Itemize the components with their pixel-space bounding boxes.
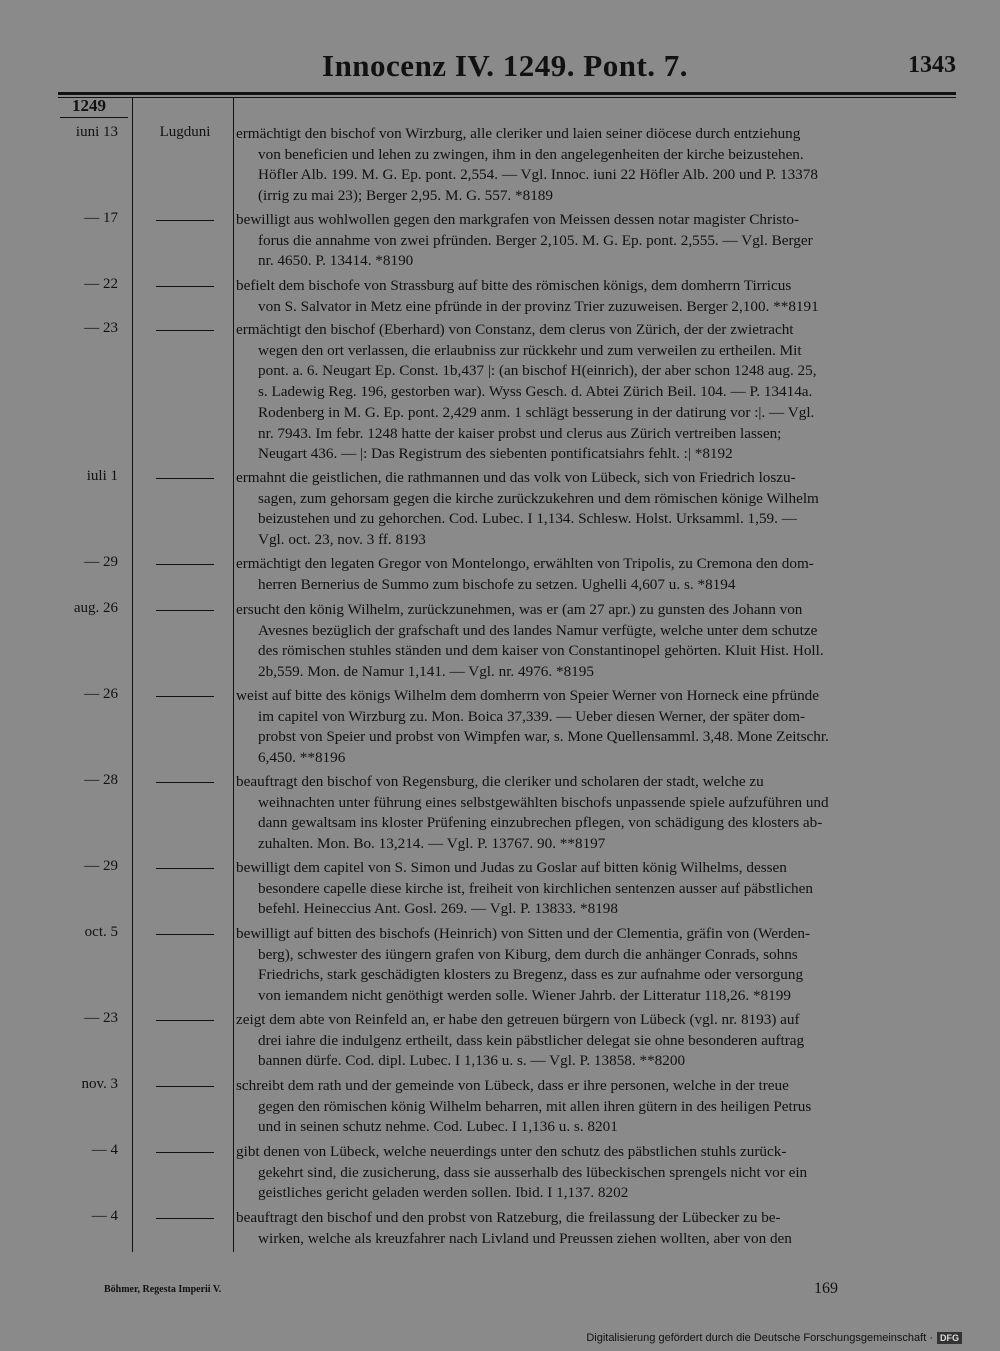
- top-rule-thin: [58, 97, 956, 98]
- entry-text-line: von S. Salvator in Metz eine pfründe in der provinz Trier zuzuweisen. Berger 2,100. **8191: [258, 297, 819, 315]
- place-column-divider: [233, 97, 234, 1252]
- entry-date: — 26: [84, 686, 118, 702]
- entry-date: — 29: [84, 554, 118, 570]
- place-ditto-dash: [156, 1218, 214, 1219]
- entry-text-line: beizustehen und zu gehorchen. Cod. Lubec. I 1,134. Schlesw. Holst. Urksamml. 1,59. —: [258, 510, 797, 528]
- place-ditto-dash: [156, 1152, 214, 1153]
- year-label: 1249: [72, 96, 106, 115]
- place-ditto-dash: [156, 220, 214, 221]
- entry-text-line: (irrig zu mai 23); Berger 2,95. M. G. 557. *8189: [258, 187, 553, 205]
- entry-text-line: des römischen stuhles ständen und dem kaiser von Constantinopel gehörten. Kluit Hist. Holl.: [258, 642, 824, 660]
- place-ditto-dash: [156, 868, 214, 869]
- place-ditto-dash: [156, 782, 214, 783]
- entry-date: nov. 3: [81, 1076, 118, 1092]
- entry-text-line: Avesnes bezüglich der grafschaft und des landes Namur verfügte, welche unter dem schutze: [258, 621, 818, 639]
- place-ditto-dash: [156, 286, 214, 287]
- entry-date: — 4: [91, 1208, 118, 1224]
- footer-source: Böhmer, Regesta Imperii V.: [104, 1284, 222, 1295]
- entry-date: — 29: [84, 858, 118, 874]
- entry-text-line: 6,450. **8196: [258, 749, 346, 767]
- entry-date: — 17: [84, 210, 118, 226]
- entry-date: — 4: [91, 1142, 118, 1158]
- place-ditto-dash: [156, 564, 214, 565]
- entry-text: [236, 772, 958, 855]
- entry-text-line: forus die annahme von zwei pfründen. Berger 2,105. M. G. Ep. pont. 2,555. — Vgl. Berger: [258, 231, 813, 249]
- entry-text: [236, 924, 958, 1007]
- entry-text-line: dann gewaltsam ins kloster Prüfening einzubrechen pflegen, von schädigung des klosters ab-: [258, 814, 823, 832]
- entry-date: — 28: [84, 772, 118, 788]
- entry-text-line: von iemandem nicht genöthigt werden solle. Wiener Jahrb. der Litteratur 118,26. *8199: [258, 987, 791, 1005]
- place-ditto-dash: [156, 1020, 214, 1021]
- entry-text: [236, 210, 958, 272]
- entry-text-line: bewilligt auf bitten des bischofs (Heinrich) von Sitten und der Clementia, gräfin von (Werden-: [236, 925, 811, 942]
- place-ditto-dash: [156, 696, 214, 697]
- entry-text-line: ersucht den könig Wilhelm, zurückzunehmen, was er (am 27 apr.) zu gunsten des Johann von: [236, 601, 803, 618]
- entry-text-line: ermahnt die geistlichen, die rathmannen und das volk von Lübeck, sich von Friedrich loszu-: [236, 469, 796, 486]
- place-ditto-dash: [156, 330, 214, 331]
- entry-text-line: weihnachten unter führung eines selbstgewählten bischofs unpassende spiele aufzuführen und: [258, 793, 829, 811]
- entry-text-line: probst von Speier und probst von Wimpfen war, s. Mone Quellensamml. 3,48. Mone Zeitschr.: [258, 728, 829, 746]
- entry-text-line: 2b,559. Mon. de Namur 1,141. — Vgl. nr. 4976. *8195: [258, 663, 594, 681]
- entry-text-line: besondere capelle diese kirche ist, freiheit von kirchlichen sentenzen ausser auf päbstlichen: [258, 879, 813, 897]
- entry-text-line: wegen den ort verlassen, die erlaubniss zur rückkehr und zum verweilen zu ertheilen. Mit: [258, 341, 802, 359]
- entry-date: aug. 26: [73, 600, 118, 616]
- entry-text: [236, 320, 958, 465]
- entry-text-line: schreibt dem rath und der gemeinde von Lübeck, dass er ihre personen, welche in der treue: [236, 1077, 789, 1094]
- date-column-divider: [132, 97, 133, 1252]
- page-header: [0, 44, 1000, 84]
- year-underline: [60, 117, 128, 118]
- entry-text-line: Rodenberg in M. G. Ep. pont. 2,429 anm. 1 schlägt besserung in der datirung vor :|. — Vgl.: [258, 403, 815, 421]
- entry-date: iuli 1: [86, 468, 118, 484]
- entry-text-line: nr. 4650. P. 13414. *8190: [258, 252, 414, 270]
- place-ditto-dash: [156, 934, 214, 935]
- entry-text: [236, 124, 958, 207]
- entry-text-line: pont. a. 6. Neugart Ep. Const. 1b,437 |: (an bischof H(einrich), der aber schon 1248 aug. 25,: [258, 362, 817, 380]
- entry-text-line: befielt dem bischofe von Strassburg auf bitte des römischen königs, dem domherrn Tirricus: [236, 277, 792, 294]
- dfg-logo: DFG: [937, 1332, 962, 1344]
- entry-text-line: s. Ladewig Reg. 196, gestorben war). Wyss Gesch. d. Abtei Zürich Beil. 104. — P. 13414a.: [258, 383, 813, 401]
- entry-text-line: ermächtigt den bischof von Wirzburg, alle cleriker und laien seiner diöcese durch entziehung: [236, 125, 801, 142]
- entry-text-line: von beneficien und lehen zu zwingen, ihm in den angelegenheiten der kirche beizustehen.: [258, 145, 804, 163]
- entry-date: oct. 5: [84, 924, 118, 940]
- entry-text-line: nr. 7943. Im febr. 1248 hatte der kaiser probst und clerus aus Zürich vertreiben lassen;: [258, 424, 782, 442]
- place-ditto-dash: [156, 610, 214, 611]
- credit-text: Digitalisierung gefördert durch die Deutsche Forschungsgemeinschaft ·: [586, 1332, 933, 1344]
- entry-text-line: Höfler Alb. 199. M. G. Ep. pont. 2,554. — Vgl. Innoc. iuni 22 Höfler Alb. 200 und P. 13378: [258, 166, 818, 184]
- entry-text: [236, 600, 958, 683]
- entry-text-line: beauftragt den bischof von Regensburg, die cleriker und scholaren der stadt, welche zu: [236, 773, 764, 790]
- entry-text-line: Friedrichs, stark geschädigten klosters zu Bregenz, dass es zur aufnahme oder versorgung: [258, 966, 804, 984]
- entry-text-line: bewilligt aus wohlwollen gegen den markgrafen von Meissen dessen notar magister Christo-: [236, 211, 800, 228]
- entry-text-line: zuhalten. Mon. Bo. 13,214. — Vgl. P. 13767. 90. **8197: [258, 835, 606, 853]
- page-title: Innocenz IV. 1249. Pont. 7.: [322, 48, 689, 83]
- digitization-credit: [586, 1332, 962, 1344]
- place-ditto-dash: [156, 1086, 214, 1087]
- entry-text-line: gegen den römischen könig Wilhelm beharren, mit allen ihren gütern in des heiligen Petrus: [258, 1097, 812, 1115]
- entry-text-line: drei iahre die indulgenz ertheilt, dass kein päbstlicher delegat sie ohne besonderen auftrag: [258, 1031, 805, 1049]
- entry-text-line: weist auf bitte des königs Wilhelm dem domherrn von Speier Werner von Horneck eine pfründe: [236, 687, 820, 704]
- entry-text-line: zeigt dem abte von Reinfeld an, er habe den getreuen bürgern von Lübeck (vgl. nr. 8193) auf: [236, 1011, 800, 1028]
- entry-text-line: beauftragt den bischof und den probst von Ratzeburg, die freilassung der Lübecker zu be-: [236, 1209, 781, 1226]
- entry-text-line: herren Bernerius de Summo zum bischofe zu setzen. Ughelli 4,607 u. s. *8194: [258, 575, 736, 593]
- entry-text-line: befehl. Heineccius Ant. Gosl. 269. — Vgl. P. 13833. *8198: [258, 900, 618, 918]
- entry-text-line: Neugart 436. — |: Das Registrum des siebenten pontificatsiahrs fehlt. :| *8192: [258, 445, 733, 463]
- entry-text: [236, 1076, 958, 1138]
- entry-text: [236, 276, 958, 317]
- entry-text: [236, 468, 958, 551]
- top-rule-thick: [58, 92, 956, 95]
- entry-text-line: und in seinen schutz nehme. Cod. Lubec. I 1,136 u. s. 8201: [258, 1118, 618, 1136]
- page-number: 1343: [908, 52, 956, 78]
- entry-text-line: ermächtigt den bischof (Eberhard) von Constanz, dem clerus von Zürich, der der zwietracht: [236, 321, 794, 338]
- entry-text: [236, 1142, 958, 1204]
- entry-date: — 23: [84, 320, 118, 336]
- footer-page-number: 169: [814, 1280, 838, 1297]
- entry-text: [236, 686, 958, 769]
- entry-text-line: ermächtigt den legaten Gregor von Montelongo, erwählten von Tripolis, zu Cremona den dom-: [236, 555, 814, 572]
- entry-text-line: geistliches gericht geladen werden sollen. Ibid. I 1,137. 8202: [258, 1184, 629, 1202]
- entry-text-line: wirken, welche als kreuzfahrer nach Livland und Preussen ziehen wollten, aber von den: [258, 1229, 792, 1247]
- entry-text: [236, 554, 958, 595]
- entry-text-line: gekehrt sind, die zusicherung, dass sie ausserhalb des lübeckischen sprengels nicht vor ein: [258, 1163, 808, 1181]
- entry-text-line: sagen, zum gehorsam gegen die kirche zurückzukehren und dem römischen könige Wilhelm: [258, 489, 819, 507]
- entry-date: — 22: [84, 276, 118, 292]
- entry-text: [236, 1208, 958, 1249]
- entry-text-line: bannen dürfe. Cod. dipl. Lubec. I 1,136 u. s. — Vgl. P. 13858. **8200: [258, 1052, 686, 1070]
- entry-date: iuni 13: [75, 124, 118, 140]
- entry-text-line: berg), schwester des iüngern grafen von Kiburg, dem durch die anhänger Conrads, sohns: [258, 945, 798, 963]
- entry-date: — 23: [84, 1010, 118, 1026]
- place-ditto-dash: [156, 478, 214, 479]
- entry-text: [236, 858, 958, 920]
- entry-text-line: bewilligt dem capitel von S. Simon und Judas zu Goslar auf bitten könig Wilhelms, dessen: [236, 859, 787, 876]
- entry-place: Lugduni: [159, 124, 211, 140]
- entry-text: [236, 1010, 958, 1072]
- entry-text-line: gibt denen von Lübeck, welche neuerdings unter den schutz des päbstlichen stuhls zurück-: [236, 1143, 787, 1160]
- entry-text-line: Vgl. oct. 23, nov. 3 ff. 8193: [258, 531, 426, 549]
- entry-text-line: im capitel von Wirzburg zu. Mon. Boica 37,339. — Ueber diesen Werner, der später dom-: [258, 707, 806, 725]
